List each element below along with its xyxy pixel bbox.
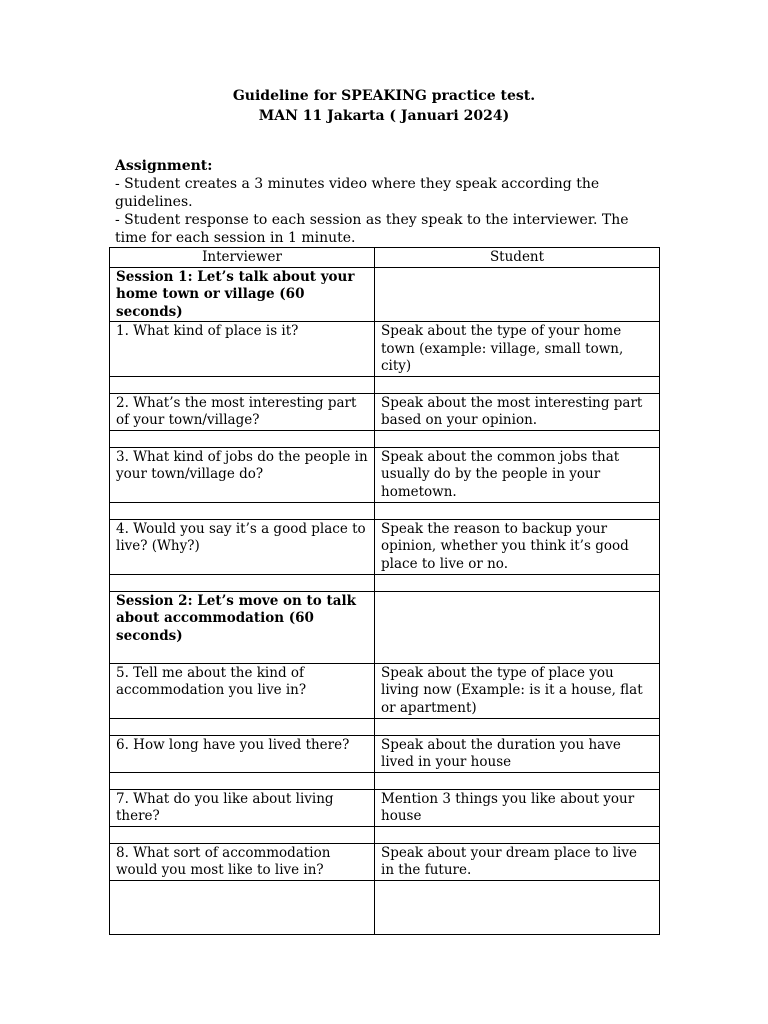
interviewer-cell: 1. What kind of place is it? [110, 322, 375, 377]
table-row [110, 826, 660, 843]
table-row [110, 502, 660, 519]
student-cell: Speak the reason to backup your opinion, whether you think it’s good place to live or no. [375, 519, 660, 574]
student-cell [375, 826, 660, 843]
interviewer-cell [110, 574, 375, 591]
interviewer-cell: 6. How long have you lived there? [110, 735, 375, 772]
student-cell [375, 591, 660, 663]
table-row [110, 735, 660, 772]
student-cell [375, 772, 660, 789]
table-row [110, 718, 660, 735]
student-cell: Mention 3 things you like about your house [375, 789, 660, 826]
table-row [110, 519, 660, 574]
table-row [110, 322, 660, 377]
header-interviewer: Interviewer [110, 248, 375, 268]
student-cell: Speak about the type of place you living now (Example: is it a house, flat or apartment) [375, 663, 660, 718]
student-cell: Speak about the common jobs that usually do by the people in your hometown. [375, 447, 660, 502]
assignment-item: - Student creates a 3 minutes video where they speak according the guidelines. [115, 176, 600, 210]
table-row [110, 591, 660, 663]
table-row [110, 430, 660, 447]
table-row [110, 376, 660, 393]
interviewer-cell: 7. What do you like about living there? [110, 789, 375, 826]
table-body [110, 267, 660, 934]
assignment-heading: Assignment: [115, 158, 213, 174]
document-title [0, 86, 768, 126]
assignment-item: - Student response to each session as they speak to the interviewer. The time for each session in 1 minute. [115, 212, 629, 246]
student-cell [375, 718, 660, 735]
table-row [110, 880, 660, 934]
interviewer-cell: 3. What kind of jobs do the people in your town/village do? [110, 447, 375, 502]
student-cell [375, 267, 660, 322]
table-row [110, 843, 660, 880]
table-row [110, 789, 660, 826]
interviewer-cell [110, 772, 375, 789]
table-row [110, 447, 660, 502]
interviewer-cell [110, 826, 375, 843]
interviewer-cell [110, 502, 375, 519]
assignment-section [115, 157, 660, 247]
title-line-2: MAN 11 Jakarta ( Januari 2024) [258, 108, 510, 124]
student-cell: Speak about your dream place to live in the future. [375, 843, 660, 880]
student-cell [375, 880, 660, 934]
student-cell [375, 502, 660, 519]
student-cell [375, 430, 660, 447]
session-heading-cell: Session 2: Let’s move on to talk about accommodation (60 seconds) [110, 591, 375, 663]
table-row [110, 574, 660, 591]
guideline-table [109, 247, 660, 935]
student-cell [375, 574, 660, 591]
table-row [110, 393, 660, 430]
interviewer-cell: 8. What sort of accommodation would you most like to live in? [110, 843, 375, 880]
interviewer-cell: 5. Tell me about the kind of accommodation you live in? [110, 663, 375, 718]
student-cell: Speak about the duration you have lived in your house [375, 735, 660, 772]
interviewer-cell [110, 376, 375, 393]
table-header-row [110, 248, 660, 268]
table-row [110, 772, 660, 789]
table-row [110, 663, 660, 718]
student-cell [375, 376, 660, 393]
interviewer-cell [110, 718, 375, 735]
student-cell: Speak about the most interesting part based on your opinion. [375, 393, 660, 430]
table-row [110, 267, 660, 322]
student-cell: Speak about the type of your home town (example: village, small town, city) [375, 322, 660, 377]
header-student: Student [375, 248, 660, 268]
interviewer-cell: 4. Would you say it’s a good place to live? (Why?) [110, 519, 375, 574]
interviewer-cell: 2. What’s the most interesting part of your town/village? [110, 393, 375, 430]
interviewer-cell [110, 880, 375, 934]
title-line-1: Guideline for SPEAKING practice test. [232, 88, 536, 104]
interviewer-cell [110, 430, 375, 447]
session-heading-cell: Session 1: Let’s talk about your home town or village (60 seconds) [110, 267, 375, 322]
